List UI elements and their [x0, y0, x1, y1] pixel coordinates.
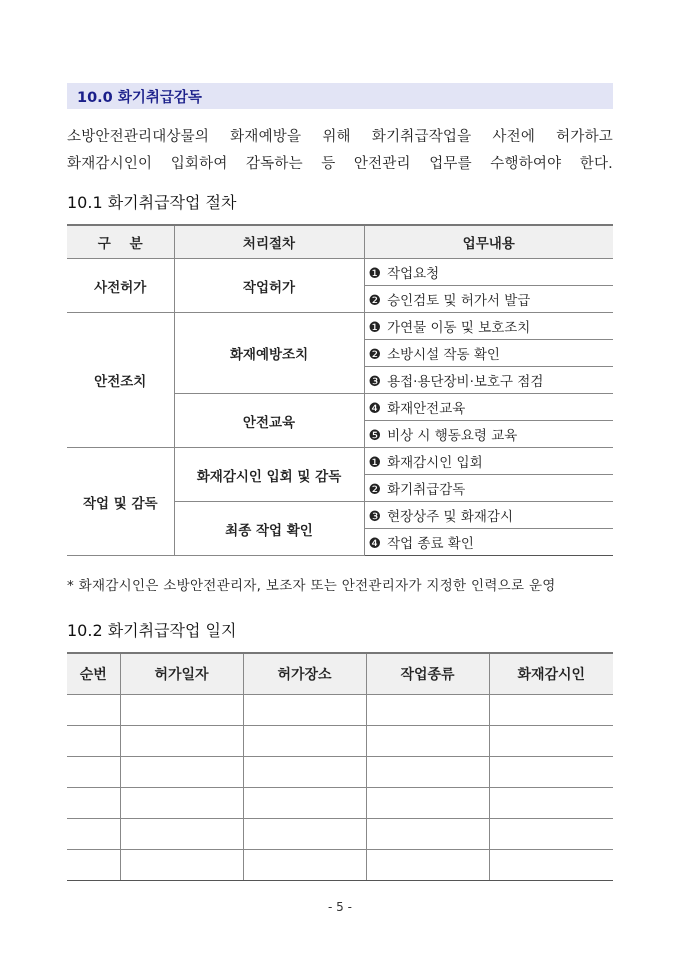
task-text: 화재감시인 입회 [387, 455, 483, 471]
task-number: ❹ [368, 536, 382, 552]
header-tasks: 업무내용 [364, 225, 613, 259]
subsection-title-log: 10.2 화기취급작업 일지 [67, 621, 237, 640]
task-cell [364, 448, 613, 475]
task-number: ❷ [368, 482, 382, 498]
header-category: 구 분 [67, 225, 174, 259]
table-row [67, 819, 613, 850]
step-cell: 작업허가 [174, 259, 364, 313]
log-cell[interactable] [120, 695, 243, 726]
footnote: * 화재감시인은 소방안전관리자, 보조자 또는 안전관리자가 지정한 인력으로 운영 [67, 578, 556, 594]
task-cell [364, 367, 613, 394]
table-row [67, 757, 613, 788]
task-text: 비상 시 행동요령 교육 [387, 428, 518, 444]
procedure-header-row [67, 225, 613, 259]
task-number: ❷ [368, 347, 382, 363]
log-cell[interactable] [67, 757, 120, 788]
log-cell[interactable] [489, 695, 613, 726]
log-cell[interactable] [489, 850, 613, 881]
task-number: ❹ [368, 401, 382, 417]
intro-line-2: 화재감시인이 입회하여 감독하는 등 안전관리 업무를 수행하여야 한다. [67, 156, 613, 172]
log-cell[interactable] [67, 819, 120, 850]
step-cell: 최종 작업 확인 [174, 502, 364, 556]
category-cell: 작업 및 감독 [67, 448, 174, 556]
task-cell [364, 313, 613, 340]
step-cell: 화재예방조치 [174, 313, 364, 394]
log-cell[interactable] [243, 757, 366, 788]
intro-line-1: 소방안전관리대상물의 화재예방을 위해 화기취급작업을 사전에 허가하고 [67, 129, 613, 145]
log-cell[interactable] [243, 819, 366, 850]
task-number: ❸ [368, 374, 382, 390]
work-log-table [67, 652, 613, 881]
log-cell[interactable] [489, 726, 613, 757]
step-cell: 안전교육 [174, 394, 364, 448]
page-number: - 5 - [328, 900, 352, 914]
log-cell[interactable] [366, 788, 489, 819]
task-cell [364, 340, 613, 367]
log-cell[interactable] [366, 695, 489, 726]
header-permit-date: 허가일자 [120, 653, 243, 695]
task-text: 작업요청 [387, 266, 440, 282]
task-cell [364, 502, 613, 529]
section-title: 10.0 화기취급감독 [77, 89, 202, 106]
log-cell[interactable] [489, 788, 613, 819]
task-text: 화재안전교육 [387, 401, 466, 417]
task-cell [364, 394, 613, 421]
log-cell[interactable] [120, 788, 243, 819]
task-cell [364, 286, 613, 313]
table-row [67, 850, 613, 881]
procedure-table [67, 224, 613, 556]
task-number: ❺ [368, 428, 382, 444]
table-row [67, 448, 613, 475]
step-cell: 화재감시인 입회 및 감독 [174, 448, 364, 502]
task-text: 소방시설 작동 확인 [387, 347, 500, 363]
task-cell [364, 529, 613, 556]
table-row [67, 695, 613, 726]
log-cell[interactable] [366, 757, 489, 788]
task-number: ❸ [368, 509, 382, 525]
task-text: 화기취급감독 [387, 482, 466, 498]
log-cell[interactable] [243, 695, 366, 726]
log-cell[interactable] [243, 788, 366, 819]
table-row [67, 788, 613, 819]
log-cell[interactable] [120, 819, 243, 850]
section-header [67, 83, 613, 109]
log-cell[interactable] [489, 819, 613, 850]
category-cell: 사전허가 [67, 259, 174, 313]
log-cell[interactable] [67, 850, 120, 881]
header-step: 처리절차 [174, 225, 364, 259]
task-text: 승인검토 및 허가서 발급 [387, 293, 531, 309]
task-number: ❶ [368, 266, 382, 282]
intro-paragraph [67, 124, 613, 178]
log-cell[interactable] [67, 788, 120, 819]
log-cell[interactable] [489, 757, 613, 788]
log-cell[interactable] [67, 695, 120, 726]
header-work-type: 작업종류 [366, 653, 489, 695]
task-cell [364, 259, 613, 286]
table-row [67, 313, 613, 340]
log-cell[interactable] [243, 850, 366, 881]
log-cell[interactable] [366, 819, 489, 850]
task-text: 현장상주 및 화재감시 [387, 509, 514, 525]
task-number: ❶ [368, 455, 382, 471]
header-fire-watcher: 화재감시인 [489, 653, 613, 695]
header-permit-place: 허가장소 [243, 653, 366, 695]
table-row [67, 726, 613, 757]
task-cell [364, 475, 613, 502]
log-cell[interactable] [366, 726, 489, 757]
log-cell[interactable] [67, 726, 120, 757]
task-text: 작업 종료 확인 [387, 536, 474, 552]
log-cell[interactable] [120, 726, 243, 757]
table-row [67, 259, 613, 286]
task-text: 가연물 이동 및 보호조치 [387, 320, 531, 336]
task-number: ❶ [368, 320, 382, 336]
task-cell [364, 421, 613, 448]
log-cell[interactable] [120, 850, 243, 881]
subsection-title-procedure: 10.1 화기취급작업 절차 [67, 193, 237, 212]
log-cell[interactable] [366, 850, 489, 881]
log-header-row [67, 653, 613, 695]
task-text: 용접·용단장비·보호구 점검 [387, 374, 544, 390]
header-seq: 순번 [67, 653, 120, 695]
log-cell[interactable] [120, 757, 243, 788]
task-number: ❷ [368, 293, 382, 309]
log-cell[interactable] [243, 726, 366, 757]
category-cell: 안전조치 [67, 313, 174, 448]
